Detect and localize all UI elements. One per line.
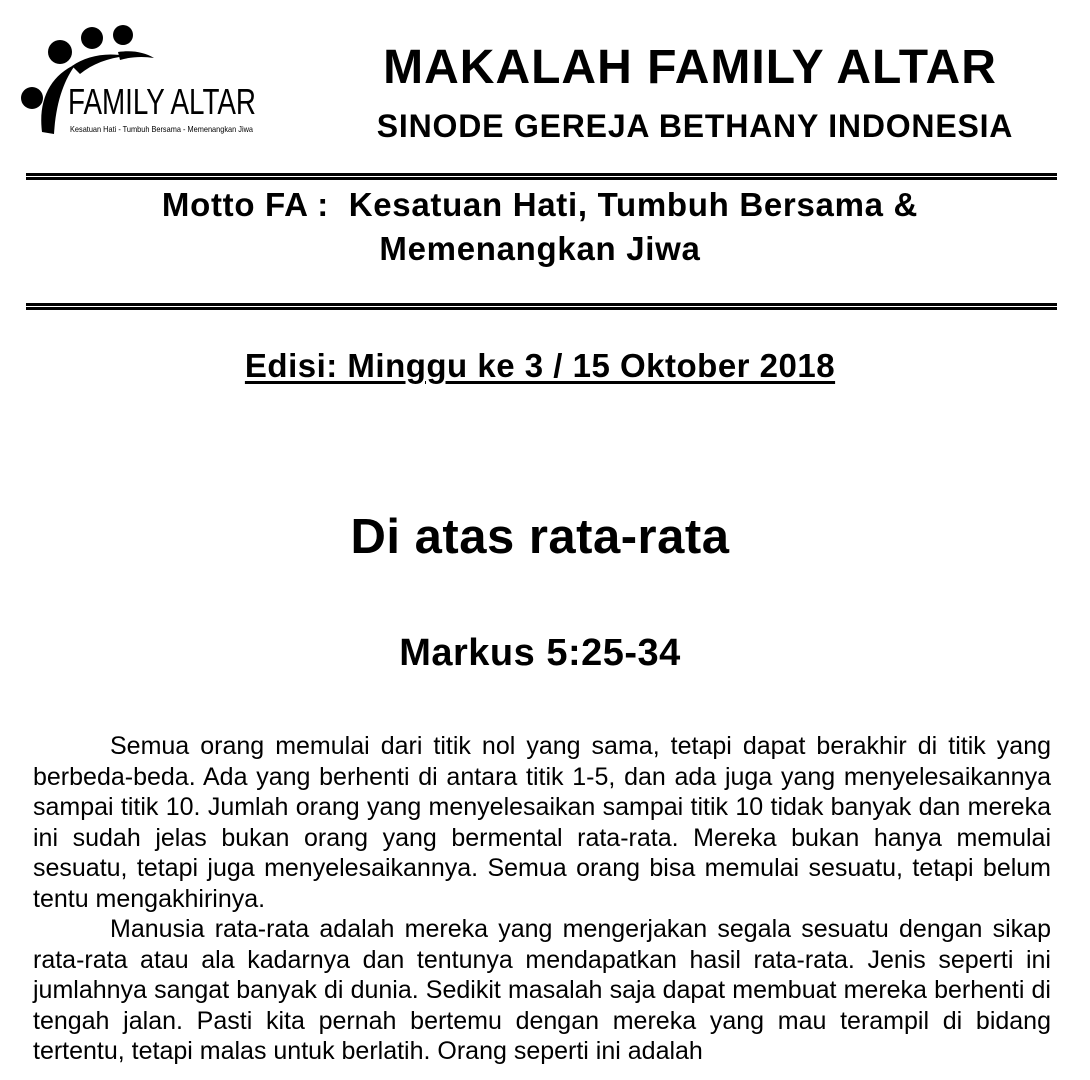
edition-line bbox=[0, 344, 1080, 388]
article-body bbox=[33, 731, 1051, 1067]
paragraph-2: Manusia rata-rata adalah mereka yang mengerjakan segala sesuatu dengan sikap rata-rata atau ala kadarnya dan tentunya mendapatkan hasil rata-rata. Jenis seperti ini jumlahnya sangat banyak di dunia. Sedikit masalah saja dapat membuat mereka berhenti di tengah jalan. Pasti kita pernah bertemu dengan mereka yang mau terampil di bidang tertentu, tetapi malas untuk berlatih. Orang seperti ini adalah bbox=[33, 915, 1051, 1065]
motto bbox=[60, 183, 1020, 271]
motto-line-1: Motto FA : Kesatuan Hati, Tumbuh Bersama & bbox=[161, 186, 919, 223]
logo-name-text: FAMILY ALTAR bbox=[68, 81, 256, 122]
article-title: Di atas rata-rata bbox=[350, 510, 730, 564]
motto-divider bbox=[26, 303, 1057, 310]
header-title: MAKALAH FAMILY ALTAR bbox=[383, 41, 997, 94]
edition-text: Edisi: Minggu ke 3 / 15 Oktober 2018 bbox=[244, 347, 836, 384]
header-subtitle: SINODE GEREJA BETHANY INDONESIA bbox=[376, 108, 1014, 144]
family-altar-logo-icon bbox=[20, 22, 265, 147]
scripture-reference: Markus 5:25-34 bbox=[399, 632, 681, 674]
family-altar-logo bbox=[20, 22, 265, 147]
motto-line-2: Memenangkan Jiwa bbox=[379, 230, 701, 267]
logo-tagline-text: Kesatuan Hati - Tumbuh Bersama - Memenangkan Jiwa bbox=[70, 124, 254, 134]
header-divider bbox=[26, 173, 1057, 180]
paragraph-1: Semua orang memulai dari titik nol yang sama, tetapi dapat berakhir di titik yang berbeda-beda. Ada yang berhenti di antara titik 1-5, dan ada juga yang menyelesaikannya sampai titik 10. Jumlah orang yang menyelesaikan sampai titik 10 tidak banyak dan mereka ini sudah jelas bukan orang yang bermental rata-rata. Mereka bukan hanya memulai sesuatu, tetapi juga menyelesaikannya. Semua orang bisa memulai sesuatu, tetapi belum tentu mengakhirinya. bbox=[33, 732, 1051, 913]
